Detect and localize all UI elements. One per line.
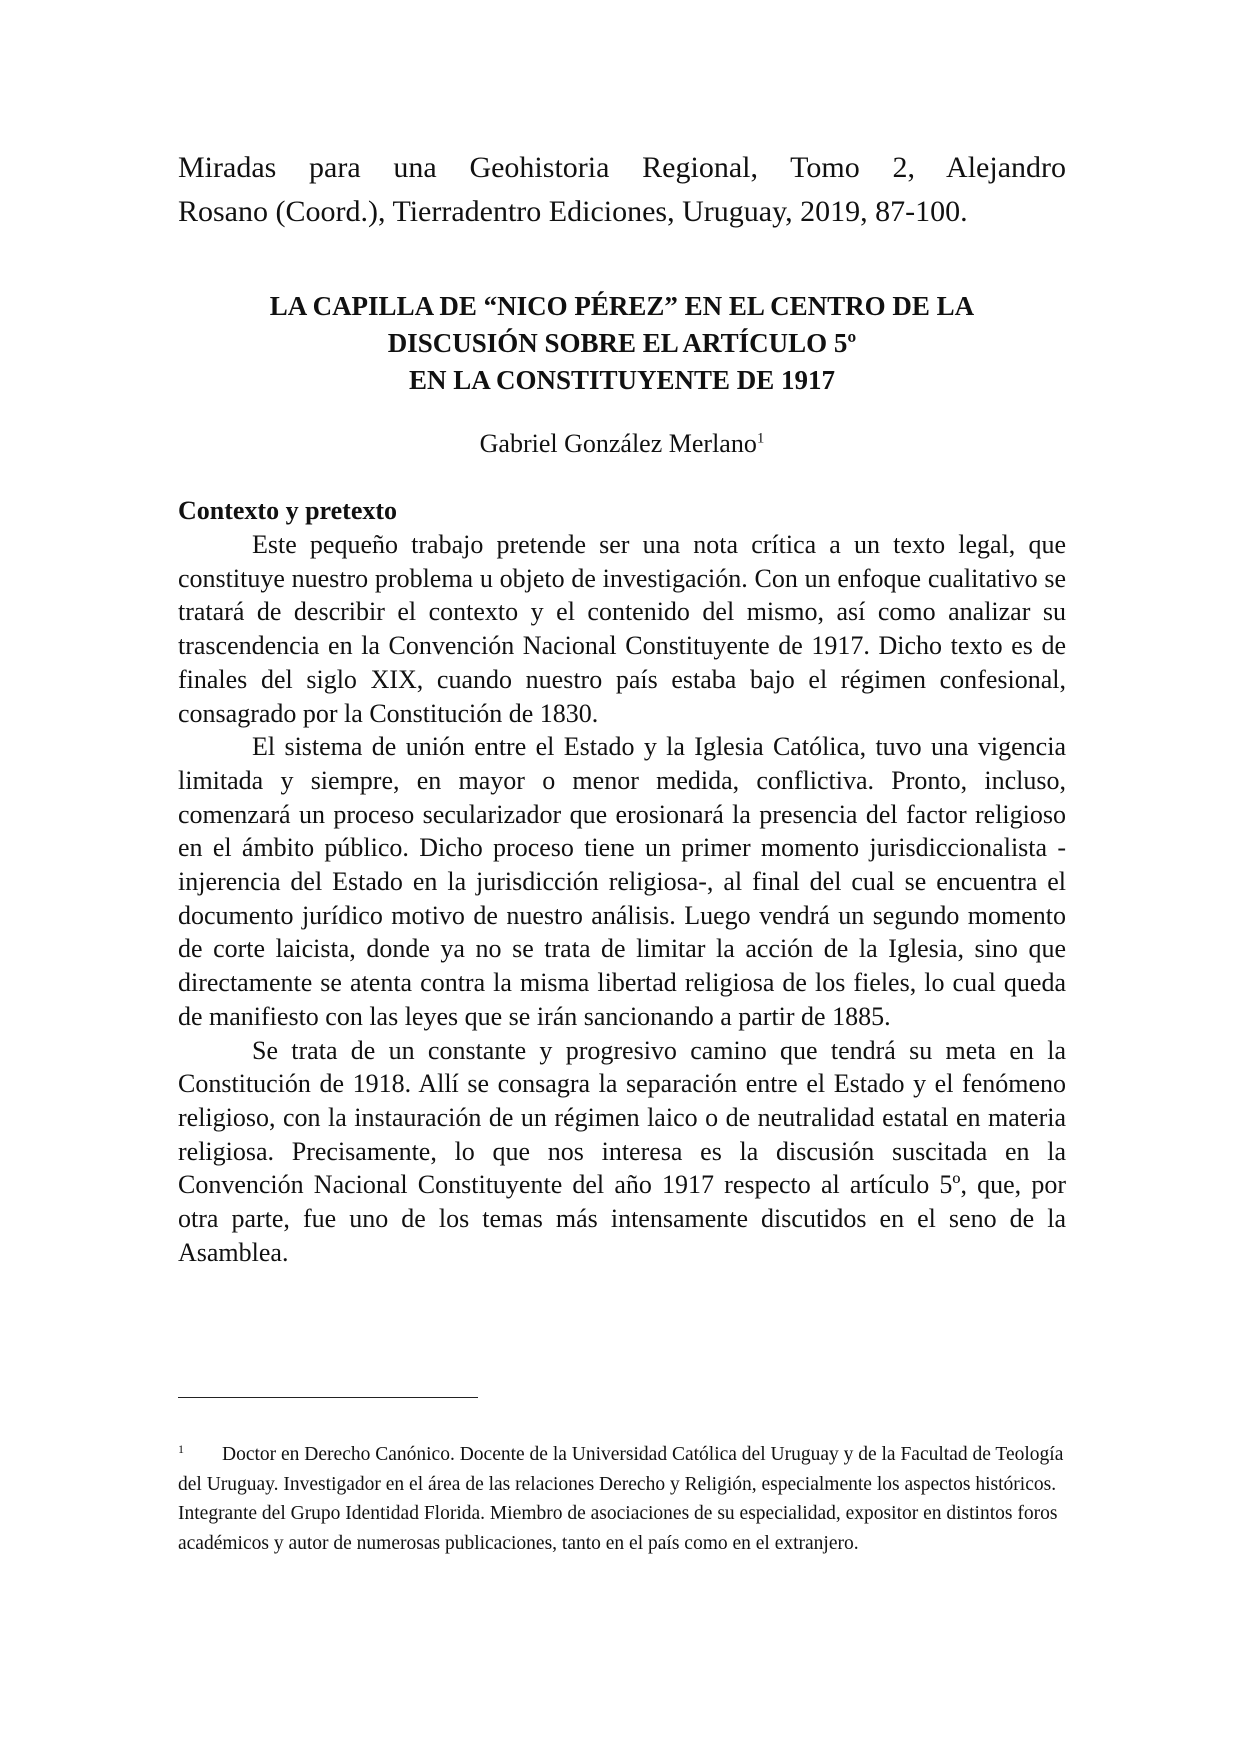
title-line: LA CAPILLA DE “NICO PÉREZ” EN EL CENTRO DE LA <box>269 291 975 321</box>
title-line: EN LA CONSTITUYENTE DE 1917 <box>408 365 836 395</box>
citation-header <box>178 146 1066 234</box>
title-line: DISCUSIÓN SOBRE EL ARTÍCULO 5º <box>387 328 857 358</box>
citation-line: Miradas para una Geohistoria Regional, Tomo 2, Alejandro <box>178 151 1066 184</box>
paragraph: Este pequeño trabajo pretende ser una nota crítica a un texto legal, que constituye nuestro problema u objeto de investigación. Con un enfoque cualitativo se tratará de describir el contexto y el contenido del mismo, así como analizar su trascendencia en la Convención Nacional Constituyente de 1917. Dicho texto es de finales del siglo XIX, cuando nuestro país estaba bajo el régimen confesional, consagrado por la Constitución de 1830. <box>178 530 1066 728</box>
author-name: Gabriel González Merlano <box>479 429 757 458</box>
article-title <box>178 288 1066 399</box>
citation-line: Rosano (Coord.), Tierradentro Ediciones, Uruguay, 2019, 87-100. <box>178 195 968 228</box>
paragraph: Se trata de un constante y progresivo camino que tendrá su meta en la Constitución de 1918. Allí se consagra la separación entre el Estado y el fenómeno religioso, con la instauración de un régimen laico o de neutralidad estatal en materia religiosa. Precisamente, lo que nos interesa es la discusión suscitada en la Convención Nacional Constituyente del año 1917 respecto al artículo 5º, que, por otra parte, fue uno de los temas más intensamente discutidos en el seno de la Asamblea. <box>178 1035 1066 1267</box>
author-line <box>178 427 1066 461</box>
author-footnote-ref[interactable]: 1 <box>756 430 765 447</box>
footnote-text: Doctor en Derecho Canónico. Docente de la Universidad Católica del Uruguay y de la Facultad de Teología del Uruguay. Investigador en el área de las relaciones Derecho y Religión, especialmente los aspectos históricos. Integrante del Grupo Identidad Florida. Miembro de asociaciones de su especialidad, expositor en distintos foros académicos y autor de numerosas publicaciones, tanto en el país como en el extranjero. <box>178 1444 1064 1554</box>
body-text <box>178 528 1066 1269</box>
footnote-divider <box>178 1397 478 1398</box>
paragraph: El sistema de unión entre el Estado y la Iglesia Católica, tuvo una vigencia limitada y siempre, en mayor o menor medida, conflictiva. Pronto, incluso, comenzará un proceso secularizador que erosionará la presencia del factor religioso en el ámbito público. Dicho proceso tiene un primer momento jurisdiccionalista -injerencia del Estado en la jurisdicción religiosa-, al final del cual se encuentra el documento jurídico motivo de nuestro análisis. Luego vendrá un segundo momento de corte laicista, donde ya no se trata de limitar la acción de la Iglesia, sino que directamente se atenta contra la misma libertad religiosa de los fieles, lo cual queda de manifiesto con las leyes que se irán sancionando a partir de 1885. <box>178 732 1066 1031</box>
footnote: 1 Doctor en Derecho Canónico. Docente de la Universidad Católica del Uruguay y de la Facultad de Teología del Uruguay. Investigador en el área de las relaciones Derecho y Religión, especialmente los aspectos históricos. Integrante del Grupo Identidad Florida. Miembro de asociaciones de su especialidad, expositor en distintos foros académicos y autor de numerosas publicaciones, tanto en el país como en el extranjero. <box>178 1441 1064 1554</box>
section-heading: Contexto y pretexto <box>178 496 398 525</box>
